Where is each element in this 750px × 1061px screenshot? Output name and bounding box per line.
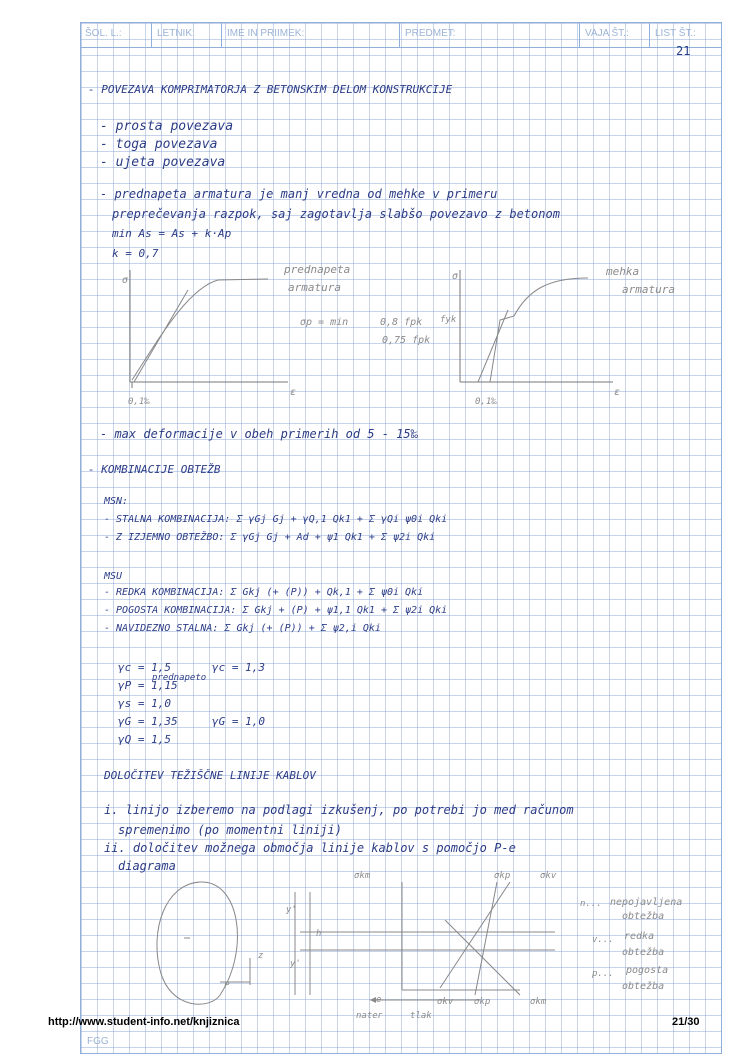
section1-heading: - POVEZAVA KOMPRIMATORJA Z BETONSKIM DELOM KONSTRUKCIJE [88, 83, 453, 96]
factor-gg-2: γG = 1,0 [212, 715, 265, 728]
graph-right-x-axis: ε [614, 387, 621, 398]
legend-p-line2: obtežba [622, 981, 665, 992]
k-value: k = 0,7 [112, 247, 159, 260]
graph-left-x-axis: ε [290, 387, 297, 398]
msn-label: MSN: [104, 496, 129, 507]
section3-line1: i. linijo izberemo na podlagi izkušenj, po potrebi jo med računom [104, 803, 574, 817]
msu-item-1: - REDKA KOMBINACIJA: Σ Gkj (+ (P)) + Qk,1 + Σ ψ0i Qki [104, 587, 424, 598]
sheet-number: 21 [676, 44, 691, 58]
footer-page: 21/30 [672, 1016, 700, 1028]
diagram-e: e [376, 995, 382, 1005]
section2-heading: - KOMBINACIJE OBTEŽB [88, 463, 221, 476]
graph-right-y-axis: σ [452, 271, 459, 282]
diagram-bottom-2: σkp [474, 997, 491, 1007]
graph-right-label1: mehka [606, 265, 640, 278]
legend-v-line2: obtežba [622, 947, 665, 958]
msu-item-2: - POGOSTA KOMBINACIJA: Σ Gkj + (P) + ψ1,1 Qk1 + Σ ψ2i Qki [104, 605, 448, 616]
factor-gq: γQ = 1,5 [118, 733, 171, 746]
msn-item-2: - Z IZJEMNO OBTEŽBO: Σ γGj Gj + Ad + ψ1 Qk1 + Σ ψ2i Qki [104, 532, 436, 543]
legend-n-line1: nepojavljena [610, 897, 683, 908]
diagram-y-top: y' [286, 905, 297, 915]
msu-label: MSU [104, 571, 123, 582]
factor-gs: γs = 1,0 [118, 697, 171, 710]
header-year: LETNIK: [157, 28, 195, 39]
form-header [81, 23, 721, 48]
legend-n-line2: obtežba [622, 911, 665, 922]
factor-gg: γG = 1,35 [118, 715, 178, 728]
legend-v-line1: redka [624, 931, 655, 942]
header-sheet: LIST ŠT.: [655, 28, 696, 39]
max-deformation: - max deformacije v obeh primerih od 5 - 15‰ [100, 427, 418, 441]
graph-right-strain: 0,1‰ [475, 397, 497, 407]
legend-v-key: v... [592, 935, 614, 945]
item-ujeta: - ujeta povezava [100, 155, 226, 170]
header-exercise: VAJA ŠT.: [585, 28, 629, 39]
item-prosta: - prosta povezava [100, 119, 234, 134]
msn-item-1: - STALNA KOMBINACIJA: Σ γGj Gj + γQ,1 Qk1 + Σ γQi ψ0i Qki [104, 514, 448, 525]
pretensioned-note: prednapeto [152, 673, 207, 683]
footer-fgg: FGG [87, 1036, 109, 1047]
section3-line4: diagrama [118, 859, 176, 873]
header-name: IME IN PRIIMEK: [227, 28, 305, 39]
formula-min-as: min As = As + k·Ap [112, 227, 232, 240]
legend-p-line1: pogosta [626, 965, 669, 976]
legend-p-key: p... [592, 969, 614, 979]
diagram-bottom-3: σkm [530, 997, 547, 1007]
graph-left-y-axis: σ [122, 275, 129, 286]
sigma-p-line2: 0,75 fpk [382, 335, 431, 346]
header-subject: PREDMET: [405, 28, 456, 39]
diagram-y-bot: y' [290, 959, 301, 969]
graph-right [448, 270, 628, 405]
graph-left-strain: 0,1‰ [128, 397, 150, 407]
graph-left-label2: armatura [288, 281, 341, 294]
diagram-arrow-right: tlak [410, 1011, 432, 1021]
diagram-bottom-1: σkv [437, 997, 454, 1007]
graph-left [118, 270, 298, 405]
item-toga: - toga povezava [100, 137, 218, 152]
graph-right-fyk: fyk [440, 315, 457, 325]
graph-left-label1: prednapeta [284, 263, 351, 276]
section3-line2: spremenimo (po momentni liniji) [118, 823, 342, 837]
factor-gp: γP = 1,15 [118, 679, 178, 692]
section3-line3: ii. določitev možnega območja linije kablov s pomočjo P-e [104, 841, 516, 855]
diagram-P: P [224, 981, 230, 991]
diagram-top-right: σkv [540, 871, 557, 881]
sigma-p-line1: 0,8 fpk [380, 317, 423, 328]
sigma-p-min: σp = min [300, 317, 349, 328]
footer-url[interactable]: http://www.student-info.net/knjiznica [48, 1016, 240, 1028]
note-line1: - prednapeta armatura je manj vredna od mehke v primeru [100, 187, 498, 201]
diagram-z: z [258, 951, 264, 961]
header-school: ŠOL. L.: [85, 28, 122, 39]
diagram-top-left: σkm [354, 871, 371, 881]
diagram-top-mid: σkp [494, 871, 511, 881]
factor-gc: γc = 1,5 [118, 661, 171, 674]
note-line2: preprečevanja razpok, saj zagotavlja slabšo povezavo z betonom [112, 207, 560, 221]
pe-diagram [140, 870, 580, 1020]
section3-heading: DOLOČITEV TEŽIŠČNE LINIJE KABLOV [104, 769, 316, 782]
diagram-h: h [316, 929, 322, 939]
factor-gc-2: γc = 1,3 [212, 661, 265, 674]
graph-right-label2: armatura [622, 283, 675, 296]
legend-n-key: n... [580, 899, 602, 909]
diagram-arrow-left: natег [356, 1011, 384, 1021]
msu-item-3: - NAVIDEZNO STALNA: Σ Gkj (+ (P)) + Σ ψ2,i Qki [104, 623, 381, 634]
